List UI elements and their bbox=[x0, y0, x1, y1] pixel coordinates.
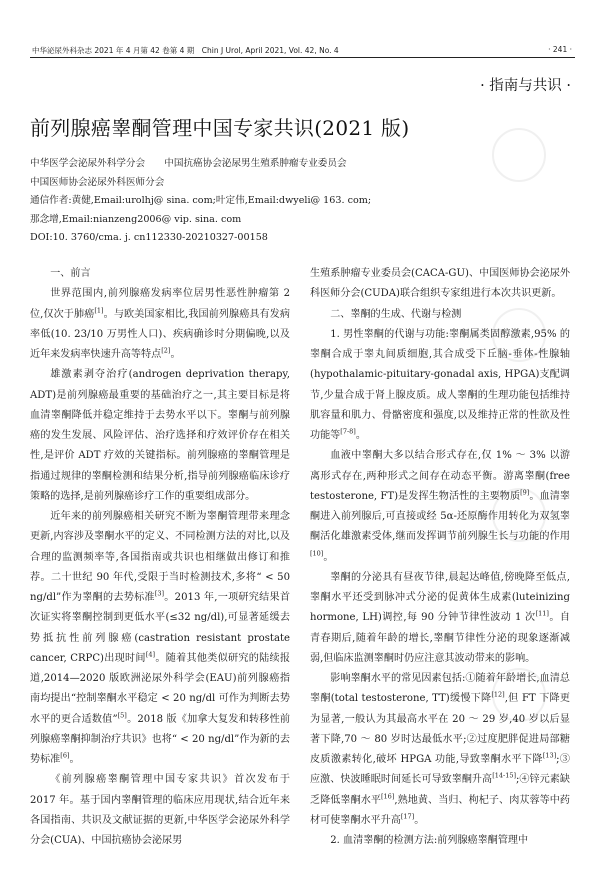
running-header bbox=[32, 45, 572, 56]
citation: [7-8] bbox=[340, 427, 356, 436]
paragraph: 睾酮的分泌具有昼夜节律,晨起达峰值,傍晚降至低点,睾酮水平还受到脉冲式分泌的促黄体生成素(luteinizing hormone, LH)调控,每 90 分钟节律性波动 1 次[11]。自青春期后,随着年龄的增长,睾酮节律性分泌的现象逐渐减弱,但临床监测睾酮时仍应注意其波动带来的影响。 bbox=[310, 571, 570, 664]
correspondence-line: 通信作者:黄健,Email:urolhj@ sina. com;叶定伟,Email:dwyeli@ 163. com; bbox=[30, 195, 372, 206]
doi-line: DOI:10. 3760/cma. j. cn112330-20210327-00158 bbox=[30, 232, 268, 243]
paragraph: 血液中睾酮大多以结合形式存在,仅 1% ～ 3% 以游离形式存在,两种形式之间存在动态平衡。游离睾酮(free testosterone, FT)是发挥生物活性的主要物质[9]。血清睾酮进入前列腺后,可直接或经 5α-还原酶作用转化为双氢睾酮活化雄激素受体,继而发挥调节前列腺生长与功能的作用[10]。 bbox=[310, 450, 570, 563]
citation: [12] bbox=[491, 690, 505, 699]
header-rule bbox=[30, 57, 575, 58]
citation: [5] bbox=[117, 711, 127, 720]
citation: [9] bbox=[520, 488, 530, 497]
paragraph: 雄激素剥夺治疗(androgen deprivation therapy, ADT)是前列腺癌最重要的基础治疗之一,其主要目标是将血清睾酮降低并稳定维持于去势水平以下。睾酮与前列腺癌的发生发展、风险评估、治疗选择和疗效评价存在相关性,是评价 ADT 疗效的关键指标。前列腺癌的睾酮管理是指通过规律的睾酮检测和结果分析,指导前列腺癌临床诊疗策略的选择,是前列腺癌诊疗工作的重要组成部分。 bbox=[30, 369, 290, 502]
paragraph: 1. 男性睾酮的代谢与功能:睾酮属类固醇激素,95% 的睾酮合成于睾丸间质细胞,其合成受下丘脑-垂体-性腺轴(hypothalamic-pituitary-gonadal axis, HPGA)支配调节,少量合成于肾上腺皮质。成人睾酮的生理功能包括维持肌容量和肌力、骨骼密度和强度,以及维持正常的性欲及性功能等[7-8]。 bbox=[310, 328, 570, 441]
right-column bbox=[310, 264, 570, 851]
citation: [11] bbox=[535, 609, 549, 618]
citation: [13] bbox=[542, 751, 557, 760]
citation: [6] bbox=[60, 751, 70, 760]
paragraph: 近年来的前列腺癌相关研究不断为睾酮管理带来理念更新,内容涉及睾酮水平的定义、不同检测方法的对比,以及合理的监测频率等,各国指南或共识也相继做出修订和推荐。二十世纪 90 年代,受限于当时检测技术,多将“ < 50 ng/dl”作为睾酮的去势标准[3]。2013 年,一项研究结果首次证实将睾酮控制到更低水平(≤32 ng/dl),可显著延缓去势抵抗性前列腺癌(castration resistant prostate cancer, CRPC)出现时间[4]。随着其他类似研究的陆续报道,2014—2020 版欧洲泌尿外科学会(EAU)前列腺癌指南均提出“控制睾酮水平稳定 < 20 ng/dl 可作为判断去势水平的更合适数值”[5]。2018 版《加拿大复发和转移性前列腺癌睾酮抑制治疗共识》也将“ < 20 ng/dl”作为新的去势标准[6]。 bbox=[30, 511, 290, 765]
citation: [14-15] bbox=[492, 771, 516, 780]
citation: [1] bbox=[94, 306, 104, 315]
citation: [17] bbox=[400, 812, 415, 821]
paragraph: 《前列腺癌睾酮管理中国专家共识》首次发布于 2017 年。基于国内睾酮管理的临床应用现状,结合近年来各国指南、共识及文献证据的更新,中华医学会泌尿外科学分会(CUA)、中国抗癌协会泌尿男 bbox=[30, 774, 290, 846]
author-line: 中华医学会泌尿外科学分会 中国抗癌协会泌尿男生殖系肿瘤专业委员会 bbox=[30, 158, 347, 169]
paragraph: 生殖系肿瘤专业委员会(CACA-GU)、中国医师协会泌尿外科医师分会(CUDA)联合组织专家组进行本次共识更新。 bbox=[310, 268, 570, 300]
paragraph: 影响睾酮水平的常见因素包括:①随着年龄增长,血清总睾酮(total testosterone, TT)缓慢下降[12],但 FT 下降更为显著,一般认为其最高水平在 20 ～ 29 岁,40 岁以后显著下降,70 ～ 80 岁时达最低水平;②过度肥胖促进局部糖皮质激素转化,破坏 HPGA 功能,导致睾酮水平下降[13];③应激、快波睡眠时间延长可导致睾酮升高[14-15];④锌元素缺乏降低睾酮水平[16],熟地黄、当归、枸杞子、肉苁蓉等中药材可使睾酮水平升高[17]。 bbox=[310, 673, 571, 826]
citation: [3] bbox=[154, 589, 165, 598]
journal-citation: 中华泌尿外科杂志 2021 年 4 月第 42 卷第 4 期 Chin J Urol, April 2021, Vol. 42, No. 4 bbox=[32, 46, 339, 55]
paragraph: 世界范围内,前列腺癌发病率位居男性恶性肿瘤第 2 位,仅次于肺癌[1]。与欧美国家相比,我国前列腺癌具有发病率低(10. 23/10 万男性人口)、疾病确诊时分期偏晚,以及近年来发病率快速升高等特点[2]。 bbox=[30, 288, 290, 360]
citation: [4] bbox=[145, 650, 156, 659]
paragraph: 2. 血清睾酮的检测方法:前列腺癌睾酮管理中 bbox=[330, 835, 529, 846]
article-title: 前列腺癌睾酮管理中国专家共识(2021 版) bbox=[30, 116, 410, 140]
author-block bbox=[30, 155, 575, 248]
citation: [2] bbox=[161, 346, 171, 355]
section-tag: · 指南与共识 · bbox=[480, 78, 571, 94]
correspondence-line: 那念增,Email:nianzeng2006@ vip. sina. com bbox=[30, 213, 242, 225]
left-column bbox=[30, 264, 290, 851]
page-number: · 241 · bbox=[548, 45, 572, 54]
author-line: 中国医师协会泌尿外科医师分会 bbox=[30, 176, 165, 188]
citation: [10] bbox=[310, 549, 324, 558]
section-heading: 二、睾酮的生成、代谢与检测 bbox=[330, 308, 462, 320]
citation: [16] bbox=[381, 792, 395, 801]
paragraph: 一、前言 bbox=[50, 268, 91, 279]
